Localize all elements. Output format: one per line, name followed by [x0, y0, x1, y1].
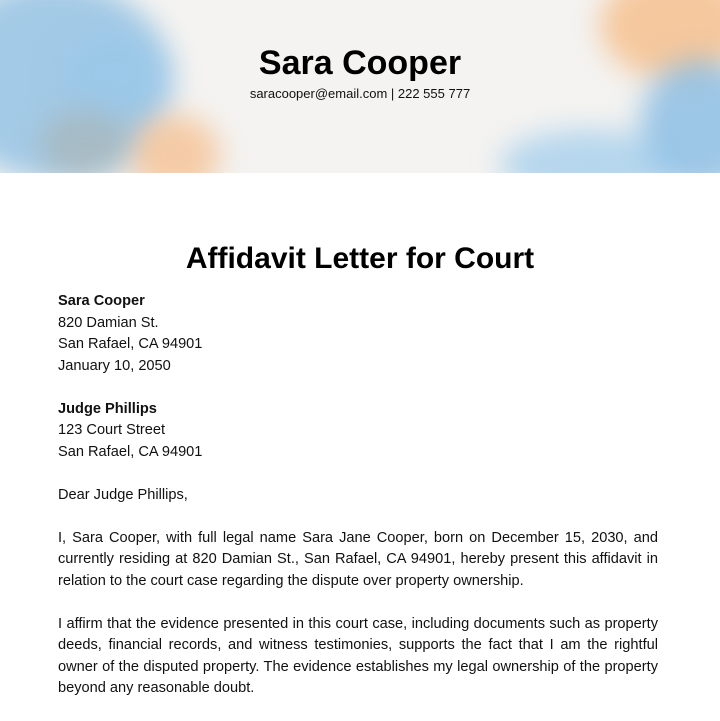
sender-city: San Rafael, CA 94901 — [58, 336, 203, 352]
recipient-name: Judge Phillips — [58, 400, 157, 417]
letter-body — [58, 291, 658, 721]
sender-street: 820 Damian St. — [58, 314, 159, 331]
letter-date: January 10, 2050 — [58, 357, 171, 374]
sender-block — [58, 291, 658, 377]
recipient-block — [58, 399, 658, 464]
header-name: Sara Cooper — [258, 44, 462, 82]
sender-name: Sara Cooper — [58, 293, 145, 309]
salutation: Dear Judge Phillips, — [58, 486, 188, 503]
watercolor-decoration — [40, 110, 130, 173]
paragraph: I, Sara Cooper, with full legal name Sara Jane Cooper, born on December 15, 2030, and currently residing at 820 Damian St., San Rafael, CA 94901, hereby present this affidavit in relation to the court case regarding the dispute over property ownership. — [58, 529, 658, 589]
recipient-street: 123 Court Street — [58, 422, 166, 438]
header-contact: saracooper@email.com | 222 555 777 — [249, 86, 471, 101]
paragraph: I affirm that the evidence presented in this court case, including documents such as property deeds, financial records, and witness testimonies, supports the fact that I am the rightful owner of the disputed property. The evidence establishes my legal ownership of the property beyond any reasonable doubt. — [58, 615, 658, 696]
document-title: Affidavit Letter for Court — [185, 242, 535, 275]
letterhead — [0, 0, 720, 173]
recipient-city: San Rafael, CA 94901 — [58, 443, 203, 460]
